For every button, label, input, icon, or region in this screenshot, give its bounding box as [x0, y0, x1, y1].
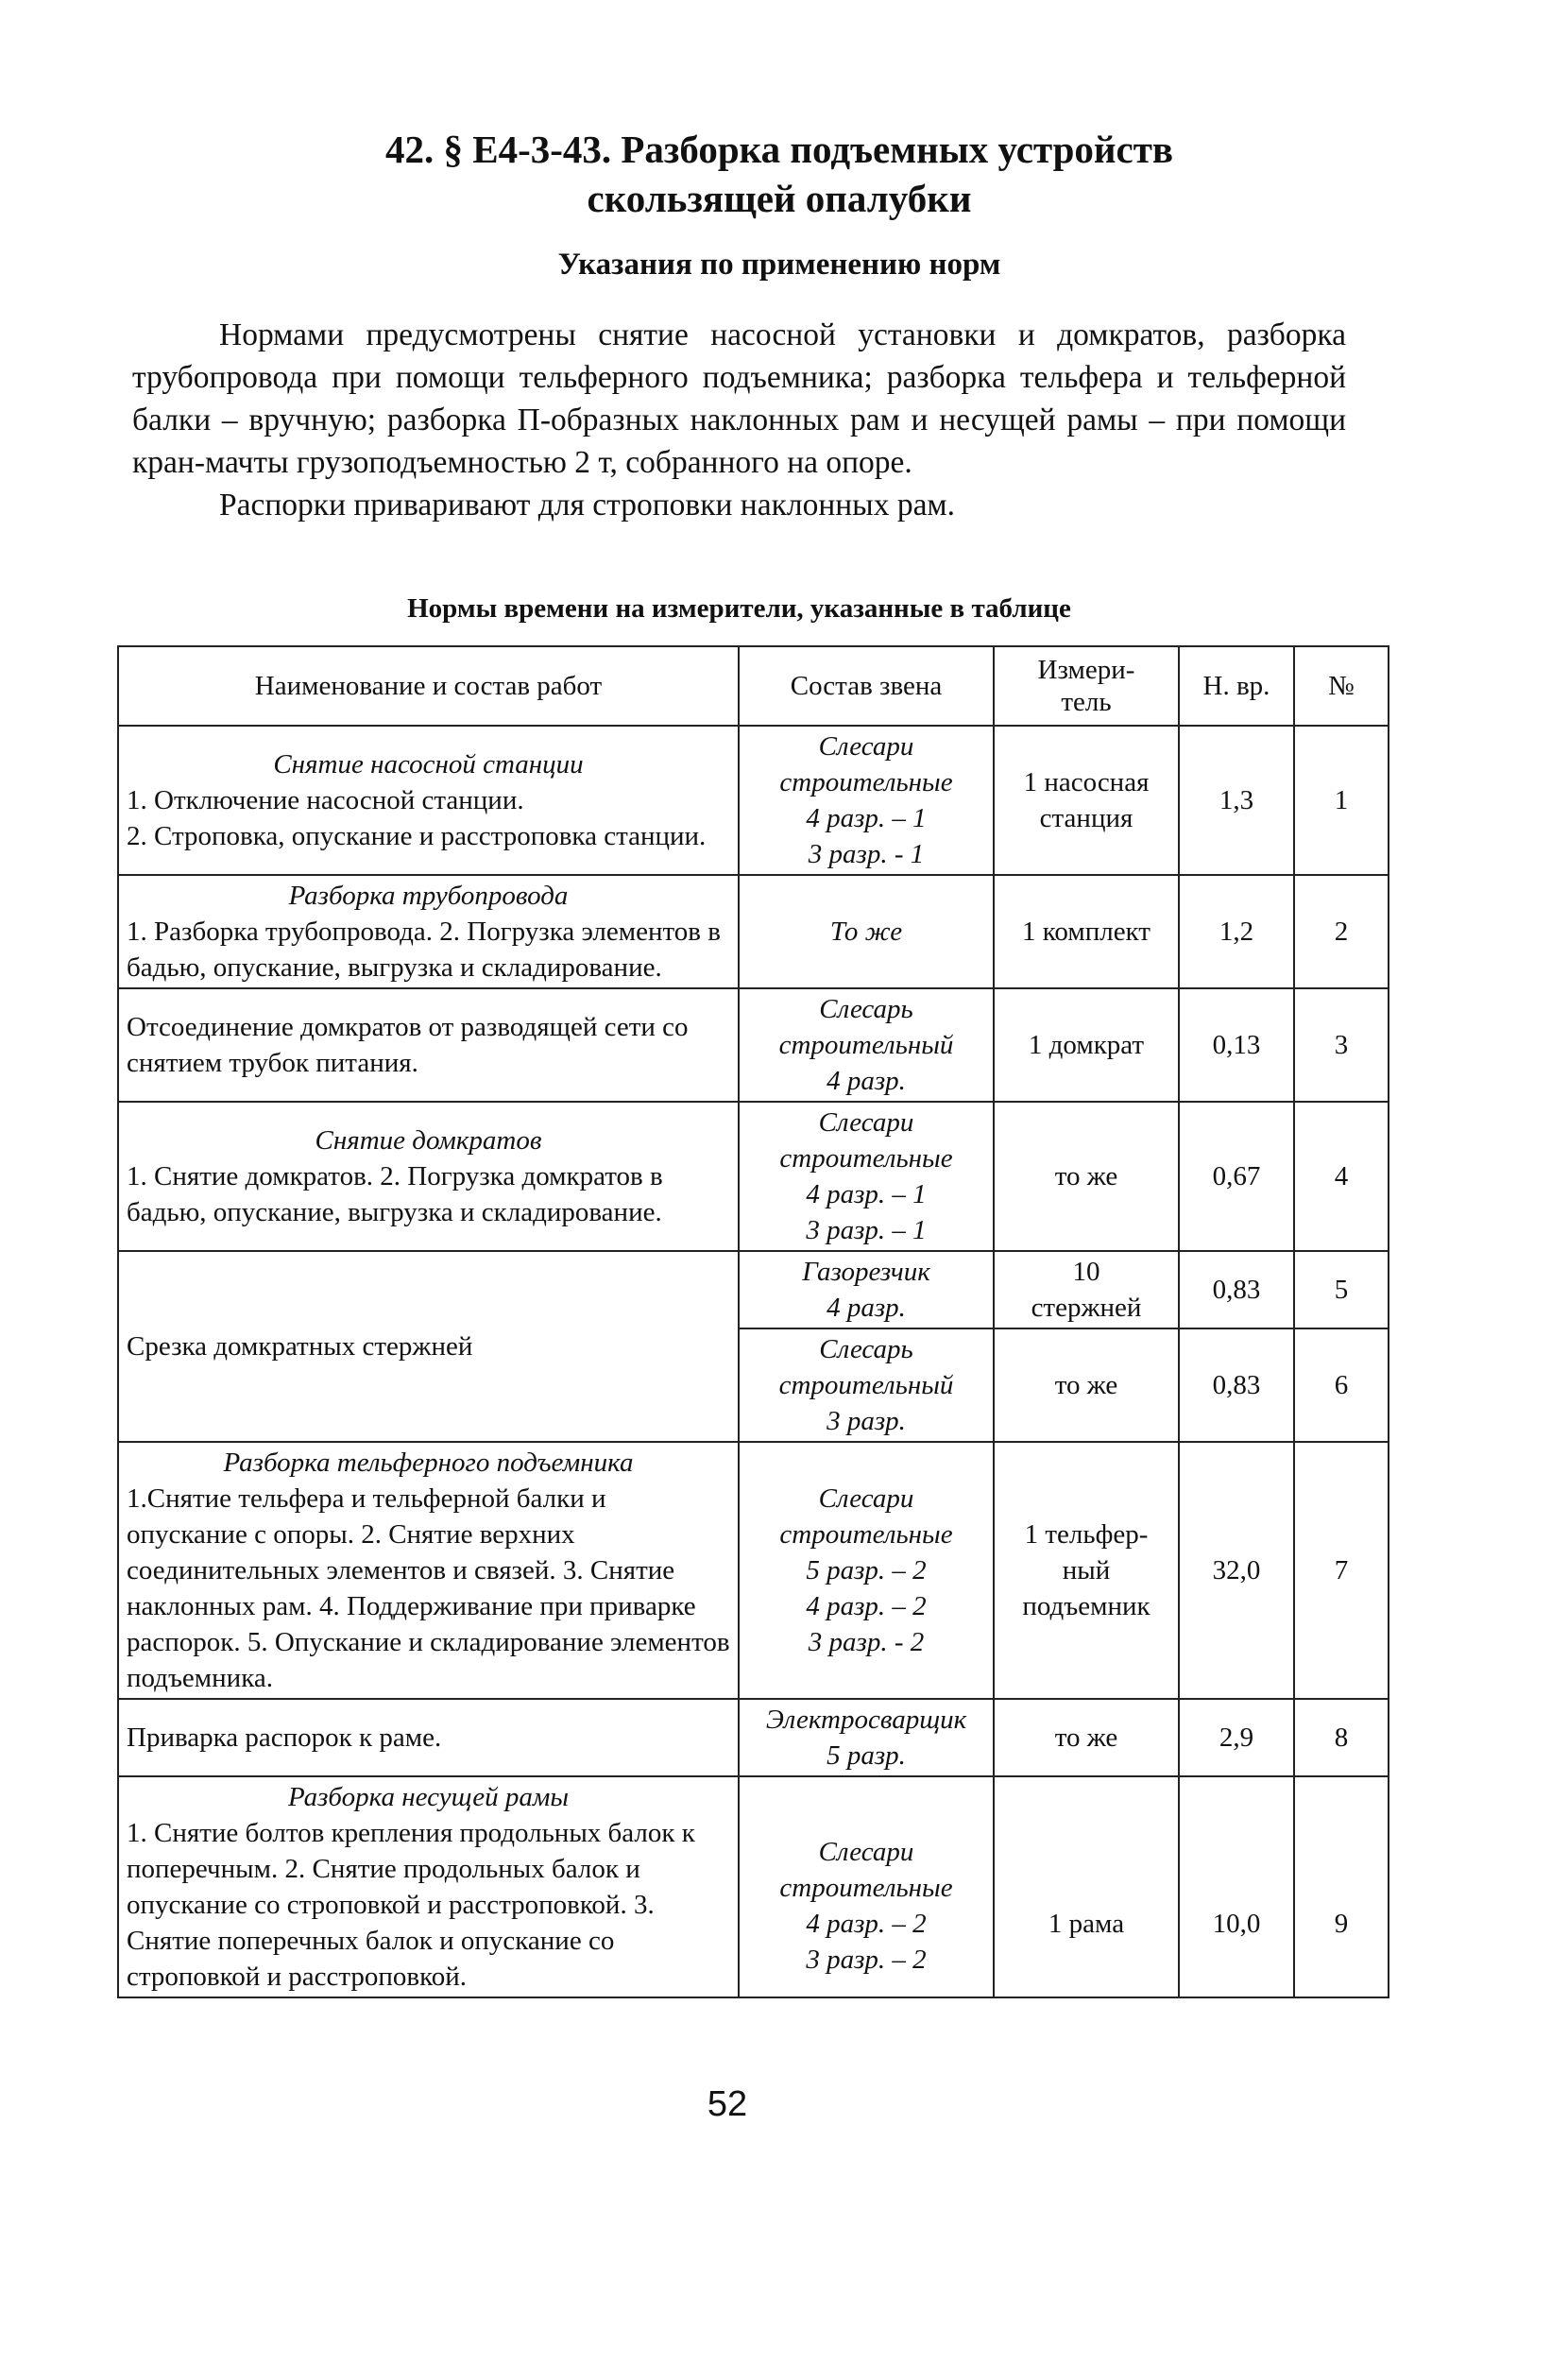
crew-line: Слесари: [818, 1107, 914, 1138]
norm-cell: 0,83: [1179, 1251, 1294, 1328]
table-header-row: [118, 646, 1389, 726]
work-line: 1. Снятие болтов крепления продольных балок к поперечным. 2. Снятие продольных балок и опускание со строповкой и расстроповкой. 3. Снятие поперечных балок и опускание со строповкой и расстроповкой.: [127, 1818, 695, 1992]
unit-line: ный: [1062, 1555, 1111, 1585]
table-row: [118, 988, 1389, 1102]
unit-line: 1 домкрат: [1028, 1030, 1145, 1060]
header-crew: Состав звена: [739, 646, 994, 726]
work-line: Приварка распорок к раме.: [127, 1722, 442, 1753]
norm-cell: 0,13: [1179, 988, 1294, 1102]
header-no: №: [1294, 646, 1389, 726]
table-row: [118, 726, 1389, 875]
work-heading: Снятие домкратов: [315, 1125, 542, 1156]
table-row: [118, 1102, 1389, 1251]
unit-line: станция: [1039, 803, 1133, 833]
work-line: 1. Отключение насосной станции.: [127, 785, 524, 815]
crew-line: Слесари: [818, 1837, 914, 1867]
header-unit: [994, 646, 1179, 726]
crew-line: Слесари: [818, 731, 914, 762]
work-cell: [118, 1251, 739, 1442]
unit-line: то же: [1054, 1722, 1118, 1753]
section-title-line-1: 42. § Е4-3-43. Разборка подъемных устройств: [384, 128, 1173, 171]
crew-cell: [739, 1776, 994, 1997]
crew-line: Электросварщик: [765, 1705, 967, 1735]
number-cell: 8: [1294, 1699, 1389, 1776]
section-title: [170, 125, 1389, 223]
unit-cell: [994, 988, 1179, 1102]
crew-line: 3 разр.: [827, 1406, 906, 1436]
unit-line: 1 тельфер-: [1024, 1519, 1149, 1550]
crew-cell: [739, 988, 994, 1102]
crew-cell: [739, 1442, 994, 1699]
norm-cell: 1,3: [1179, 726, 1294, 875]
unit-line: подъемник: [1022, 1591, 1150, 1621]
number-cell: 1: [1294, 726, 1389, 875]
work-cell: [118, 1699, 739, 1776]
crew-line: 3 разр. - 2: [808, 1627, 925, 1657]
crew-line: Слесарь: [819, 1334, 913, 1364]
work-line: 2. Строповка, опускание и расстроповка станции.: [127, 821, 707, 851]
number-cell: 9: [1294, 1776, 1389, 1997]
work-cell: [118, 1102, 739, 1251]
crew-line: 4 разр. – 2: [806, 1909, 927, 1939]
crew-line: 3 разр. - 1: [808, 839, 925, 869]
instructions-text: [132, 314, 1346, 526]
work-heading: Разборка трубопровода: [288, 881, 569, 911]
norms-table: [117, 645, 1389, 1998]
crew-line: Слесарь: [819, 994, 913, 1024]
work-line: 1. Разборка трубопровода. 2. Погрузка элементов в бадью, опускание, выгрузка и складирование.: [127, 917, 721, 983]
table-row: [118, 875, 1389, 988]
number-cell: 3: [1294, 988, 1389, 1102]
unit-cell: [994, 1251, 1179, 1328]
work-line: 1. Снятие домкратов. 2. Погрузка домкратов в бадью, опускание, выгрузка и складирование.: [127, 1161, 663, 1227]
unit-cell: [994, 1776, 1179, 1997]
crew-line: 5 разр. – 2: [806, 1555, 927, 1585]
work-cell: [118, 875, 739, 988]
work-line: Отсоединение домкратов от разводящей сети со снятием трубок питания.: [127, 1012, 689, 1078]
unit-line: 1 комплект: [1022, 917, 1150, 947]
instructions-paragraph-1: Нормами предусмотрены снятие насосной установки и домкратов, разборка трубопровода при помощи тельферного подъемника; разборка тельфера и тельферной балки – вручную; разборка П-образных наклонных рам и несущей рамы – при помощи кран-мачты грузоподъемностью 2 т, собранного на опоре.: [132, 317, 1346, 480]
work-cell: [118, 988, 739, 1102]
header-norm: Н. вр.: [1179, 646, 1294, 726]
crew-line: 3 разр. – 2: [806, 1945, 927, 1975]
table-row: [118, 1251, 1389, 1328]
unit-line: 1 рама: [1048, 1909, 1125, 1939]
crew-line: строительный: [778, 1370, 954, 1400]
work-heading: Снятие насосной станции: [273, 749, 584, 780]
table-row: [118, 1442, 1389, 1699]
work-cell: [118, 1442, 739, 1699]
crew-cell: [739, 1328, 994, 1442]
crew-cell: [739, 726, 994, 875]
unit-line: то же: [1054, 1161, 1118, 1191]
unit-line: 10: [1072, 1257, 1100, 1287]
work-cell: [118, 1776, 739, 1997]
crew-line: строительные: [779, 1143, 953, 1174]
unit-cell: [994, 726, 1179, 875]
crew-cell: [739, 1251, 994, 1328]
unit-line: то же: [1054, 1370, 1118, 1400]
crew-line: строительные: [779, 767, 953, 797]
header-unit-line-1: Измери-: [1037, 655, 1135, 685]
norm-cell: 32,0: [1179, 1442, 1294, 1699]
number-cell: 2: [1294, 875, 1389, 988]
work-heading: Разборка несущей рамы: [287, 1782, 570, 1812]
crew-line: строительные: [779, 1519, 953, 1550]
number-cell: 6: [1294, 1328, 1389, 1442]
work-line: 1.Снятие тельфера и тельферной балки и опускание с опоры. 2. Снятие верхних соединительных элементов и связей. 3. Снятие наклонных рам. 4. Поддерживание при приварке распорок. 5. Опускание и складирование элементов подъемника.: [127, 1483, 730, 1693]
crew-line: Слесари: [818, 1483, 914, 1514]
number-cell: 7: [1294, 1442, 1389, 1699]
norm-cell: 0,83: [1179, 1328, 1294, 1442]
crew-line: 4 разр.: [827, 1066, 906, 1096]
header-unit-line-2: тель: [1061, 687, 1112, 717]
unit-cell: [994, 1102, 1179, 1251]
norm-cell: 10,0: [1179, 1776, 1294, 1997]
page-number: 52: [707, 2084, 748, 2124]
unit-line: 1 насосная: [1023, 767, 1150, 797]
table-caption: Нормы времени на измерители, указанные в таблице: [407, 593, 1071, 624]
norm-cell: 2,9: [1179, 1699, 1294, 1776]
norm-cell: 0,67: [1179, 1102, 1294, 1251]
work-cell: [118, 726, 739, 875]
table-row: [118, 1699, 1389, 1776]
crew-line: Газорезчик: [802, 1257, 930, 1287]
norm-cell: 1,2: [1179, 875, 1294, 988]
number-cell: 5: [1294, 1251, 1389, 1328]
crew-cell: [739, 875, 994, 988]
header-work: Наименование и состав работ: [118, 646, 739, 726]
crew-line: строительный: [778, 1030, 954, 1060]
crew-line: 5 разр.: [827, 1740, 906, 1771]
unit-cell: [994, 1442, 1179, 1699]
unit-line: стержней: [1031, 1293, 1142, 1323]
work-heading: Разборка тельферного подъемника: [223, 1448, 634, 1478]
unit-cell: [994, 875, 1179, 988]
crew-line: 4 разр. – 2: [806, 1591, 927, 1621]
table-row: [118, 1776, 1389, 1997]
crew-line: То же: [829, 917, 903, 947]
work-line: Срезка домкратных стержней: [127, 1331, 473, 1362]
crew-line: 4 разр. – 1: [806, 1179, 927, 1209]
crew-cell: [739, 1699, 994, 1776]
unit-cell: [994, 1699, 1179, 1776]
section-title-line-2: скользящей опалубки: [587, 177, 972, 220]
instructions-paragraph-2: Распорки приваривают для строповки наклонных рам.: [219, 488, 956, 523]
crew-line: 4 разр. – 1: [806, 803, 927, 833]
number-cell: 4: [1294, 1102, 1389, 1251]
unit-cell: [994, 1328, 1179, 1442]
instructions-heading: Указания по применению норм: [557, 248, 1001, 282]
crew-line: 4 разр.: [827, 1293, 906, 1323]
crew-line: 3 разр. – 1: [806, 1215, 927, 1245]
crew-cell: [739, 1102, 994, 1251]
crew-line: строительные: [779, 1873, 953, 1903]
